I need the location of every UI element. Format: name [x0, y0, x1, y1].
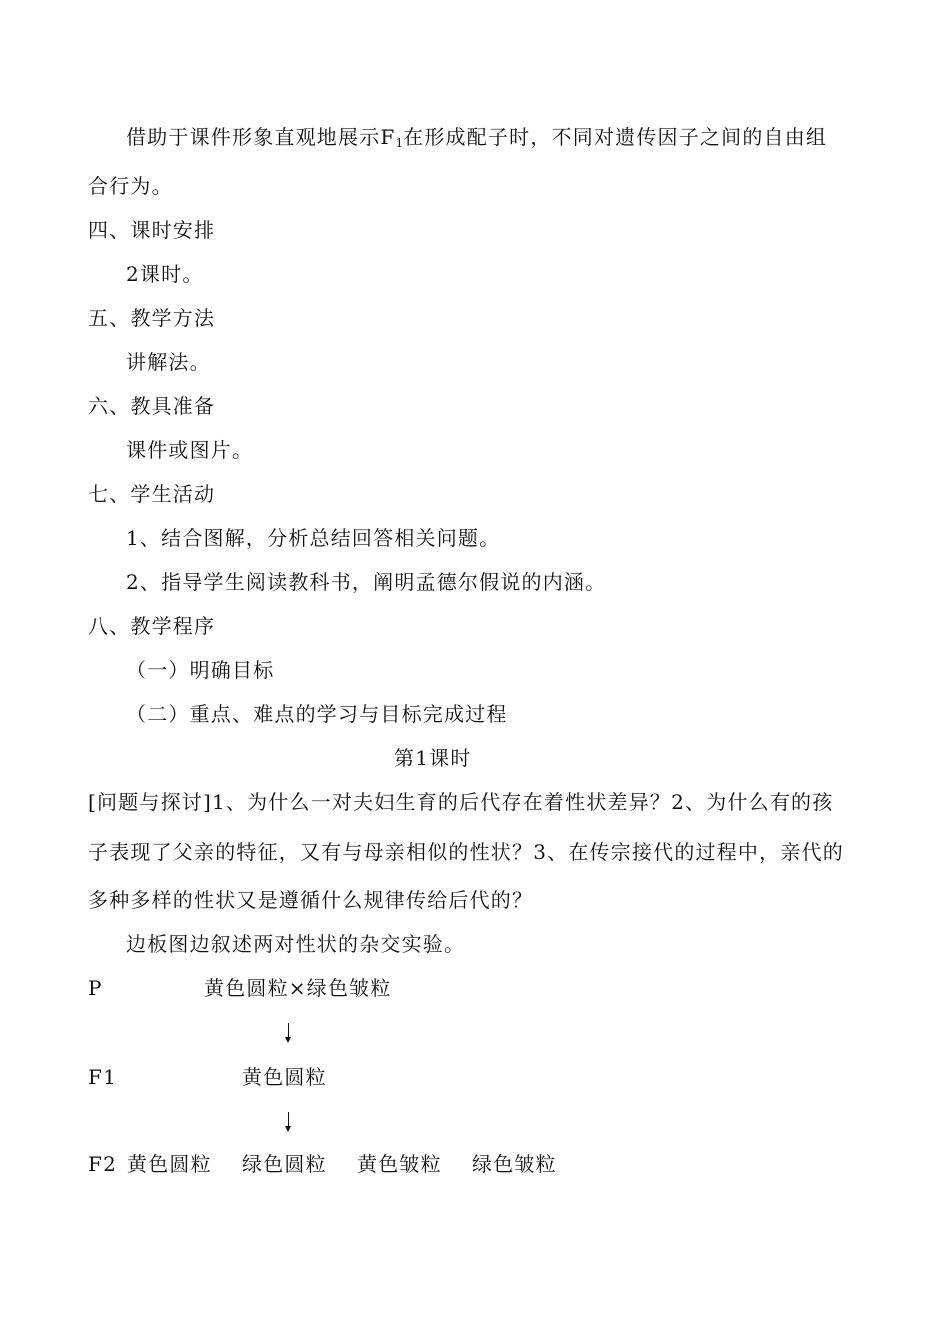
section-body-schedule: 2课时。 [126, 262, 204, 286]
down-arrow-icon [288, 1023, 289, 1039]
question-line-2: 子表现了父亲的特征，又有与母亲相似的性状？3、在传宗接代的过程中，亲代的 [88, 840, 844, 864]
section-heading-method: 五、教学方法 [88, 306, 216, 330]
procedure-item-2: （二）重点、难点的学习与目标完成过程 [126, 702, 508, 726]
f2-phenotype: 绿色皱粒 [472, 1152, 557, 1176]
f2-phenotype: 绿色圆粒 [242, 1152, 327, 1176]
generation-label-f1: F1 [88, 1065, 118, 1089]
section-heading-procedure: 八、教学程序 [88, 614, 216, 638]
subscript: 1 [395, 136, 404, 150]
f2-phenotype: 黄色皱粒 [357, 1152, 442, 1176]
section-heading-schedule: 四、课时安排 [88, 218, 216, 242]
section-heading-activities: 七、学生活动 [88, 482, 216, 506]
down-arrow-icon [288, 1112, 289, 1128]
activity-item-2: 2、指导学生阅读教科书，阐明孟德尔假说的内涵。 [126, 570, 607, 594]
f1-phenotype: 黄色圆粒 [242, 1065, 327, 1089]
lesson-title: 第1课时 [394, 746, 472, 770]
parent-cross: 黄色圆粒×绿色皱粒 [204, 976, 392, 1000]
section-body-materials: 课件或图片。 [126, 438, 254, 462]
intro-line-1: 借助于课件形象直观地展示$F_1$在形成配子时，不同对遗传因子之间的自由组 [126, 125, 828, 150]
section-heading-materials: 六、教具准备 [88, 394, 216, 418]
question-line-3: 多种多样的性状又是遵循什么规律传给后代的？ [88, 888, 534, 912]
generation-label-f2: F2 [88, 1152, 118, 1176]
generation-label-p: P [88, 976, 103, 1000]
intro-line-2: 合行为。 [88, 174, 173, 198]
question-line-1: [问题与探讨]1、为什么一对夫妇生育的后代存在着性状差异？2、为什么有的孩 [88, 790, 834, 814]
procedure-item-1: （一）明确目标 [126, 658, 275, 682]
narration: 边板图边叙述两对性状的杂交实验。 [126, 932, 466, 956]
activity-item-1: 1、结合图解，分析总结回答相关问题。 [126, 526, 501, 550]
f2-phenotype: 黄色圆粒 [127, 1152, 212, 1176]
section-body-method: 讲解法。 [126, 350, 211, 374]
